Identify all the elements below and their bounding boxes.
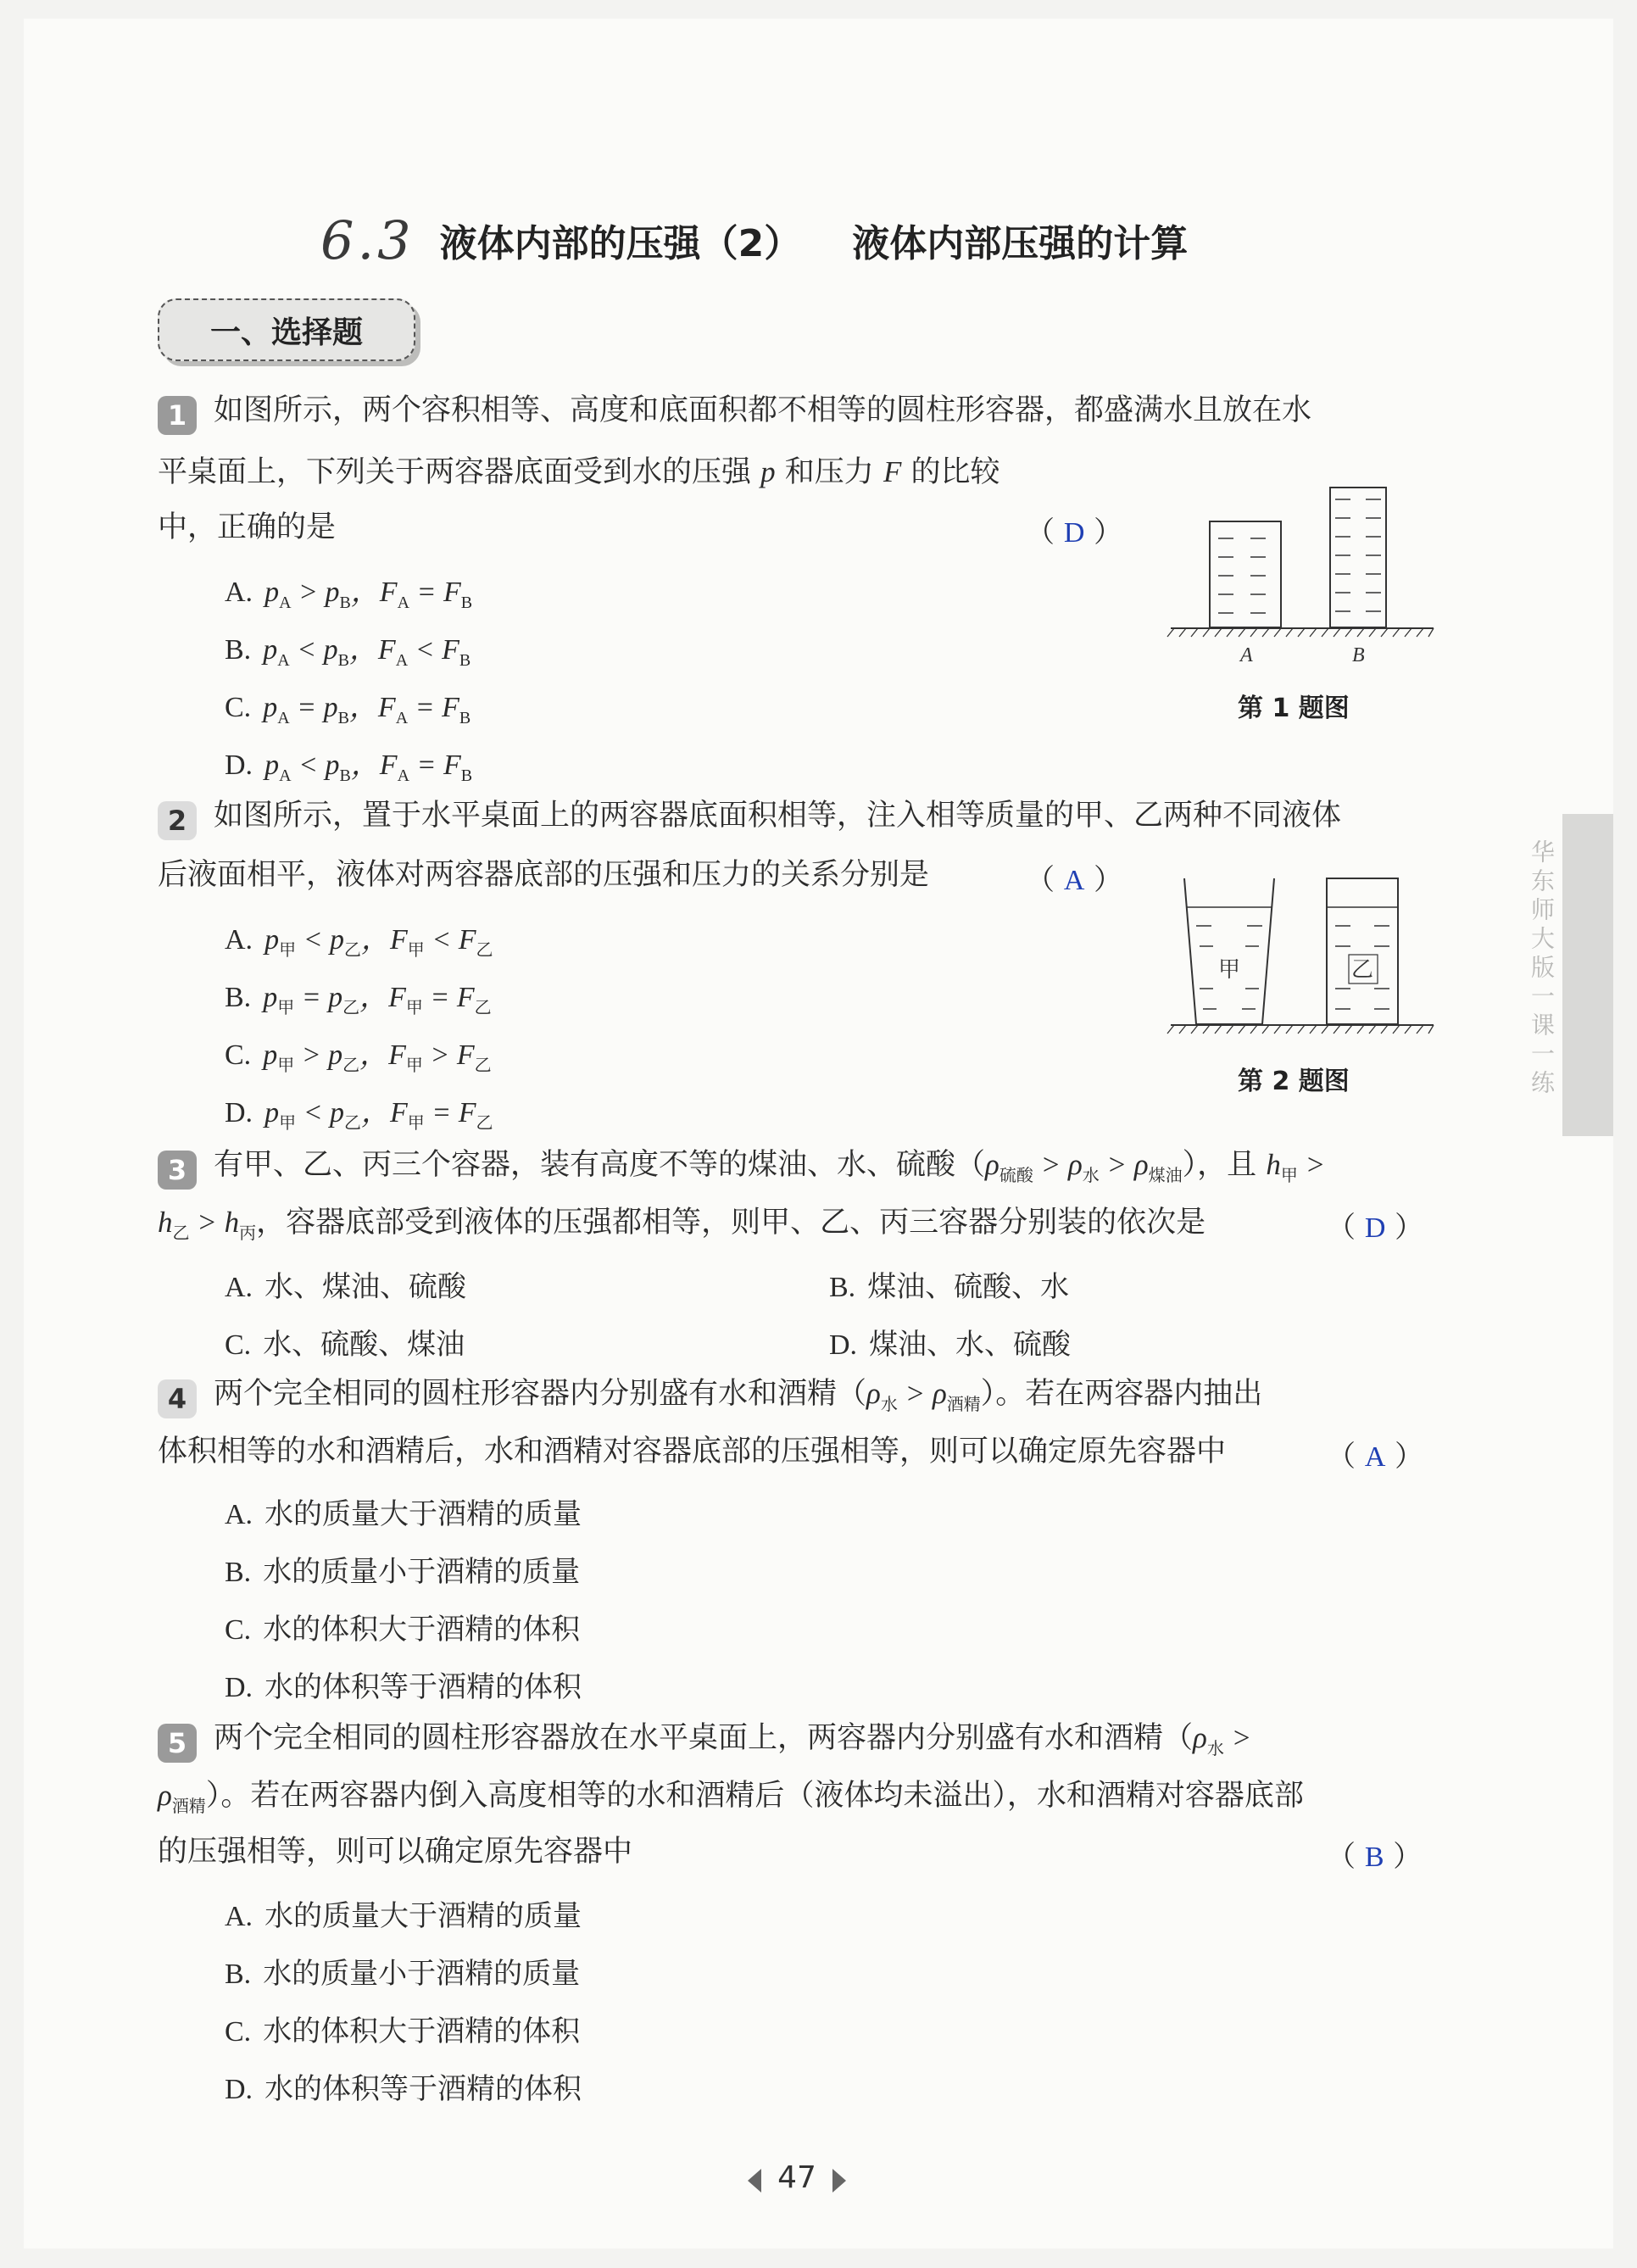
- label-a: A: [1240, 644, 1253, 666]
- q2-option-d: D. $p_甲 < p_乙$，$F_甲 = F_乙$: [225, 1097, 493, 1133]
- label-b: B: [1352, 644, 1365, 666]
- q4-line1: 4 两个完全相同的圆柱形容器内分别盛有水和酒精$(\rho_水 > \rho_{酒精})$。若在两容器内抽出: [158, 1375, 1262, 1424]
- container-yi: [1327, 878, 1398, 1024]
- q5-number: 5: [158, 1724, 197, 1763]
- q1-answer-box: （ D ）: [1026, 515, 1123, 549]
- q5-option-c: C. 水的体积大于酒精的体积: [225, 2014, 581, 2048]
- side-tab: [1562, 814, 1613, 1136]
- q2-answer-box: （ A ）: [1026, 863, 1123, 897]
- section-label: 一、选择题: [158, 298, 415, 361]
- q2-option-c: C. $p_甲 > p_乙$，$F_甲 > F_乙$: [225, 1039, 492, 1075]
- q5-answer-box: （ B ）: [1327, 1840, 1423, 1874]
- q5-option-b: B. 水的质量小于酒精的质量: [225, 1957, 581, 1991]
- q1-option-b: B. $p_A < p_B$，$F_A < F_B$: [225, 634, 471, 670]
- q3-line1: 3 有甲、乙、丙三个容器，装有高度不等的煤油、水、硫酸$(\rho_{硫酸} > \rho_水 > \rho_{煤油})$，且 $h_甲$ >: [158, 1146, 1325, 1195]
- q3-option-b: B. 煤油、硫酸、水: [829, 1270, 1070, 1304]
- q2-caption: 第 2 题图: [1238, 1067, 1350, 1096]
- section-number: 6.3: [320, 209, 415, 271]
- q3-answer-box: （ D ）: [1327, 1211, 1424, 1245]
- q5-option-d: D. 水的体积等于酒精的体积: [225, 2072, 582, 2106]
- q3-option-a: A. 水、煤油、硫酸: [225, 1270, 467, 1304]
- q1-caption: 第 1 题图: [1238, 694, 1350, 723]
- q5-option-a: A. 水的质量大于酒精的质量: [225, 1899, 582, 1933]
- q2-line1: 2 如图所示，置于水平桌面上的两容器底面积相等，注入相等质量的甲、乙两种不同液体: [158, 797, 1341, 840]
- q5-line2: $\rho_{酒精}$）。若在两容器内倒入高度相等的水和酒精后（液体均未溢出），水和酒精对容器底部: [158, 1779, 1304, 1816]
- q1-line2: 平桌面上，下列关于两容器底面受到水的压强 p 和压力 F 的比较: [158, 455, 1000, 489]
- q2-number: 2: [158, 801, 197, 840]
- label-jia: 甲: [1218, 957, 1241, 983]
- title-main: 液体内部的压强（2）: [439, 222, 802, 265]
- next-arrow-icon: [832, 2169, 846, 2193]
- container-jia: [1184, 878, 1274, 1024]
- figure-2: [1166, 873, 1437, 1034]
- container-b: [1330, 488, 1386, 627]
- q4-option-c: C. 水的体积大于酒精的体积: [225, 1613, 581, 1647]
- ground-2: [1167, 1025, 1434, 1034]
- label-yi: 乙: [1351, 957, 1374, 983]
- q1-option-a: A. $p_A > p_B$，$F_A = F_B$: [225, 577, 473, 612]
- q4-answer-box: （ A ）: [1327, 1440, 1424, 1474]
- q5-line1: 5 两个完全相同的圆柱形容器放在水平桌面上，两容器内分别盛有水和酒精（$\rho_水$ >: [158, 1719, 1251, 1768]
- container-a: [1210, 521, 1281, 627]
- q4-option-a: A. 水的质量大于酒精的质量: [225, 1497, 582, 1531]
- q4-number: 4: [158, 1379, 197, 1418]
- q4-option-d: D. 水的体积等于酒精的体积: [225, 1670, 582, 1704]
- page-title: [320, 202, 1188, 278]
- title-sub: 液体内部压强的计算: [852, 222, 1189, 265]
- q3-option-c: C. 水、硫酸、煤油: [225, 1328, 465, 1362]
- q2-option-a: A. $p_甲 < p_乙$，$F_甲 < F_乙$: [225, 924, 493, 960]
- q1-number: 1: [158, 396, 197, 435]
- q2-line2: 后液面相平，液体对两容器底部的压强和压力的关系分别是: [158, 858, 930, 892]
- q5-line3: 的压强相等，则可以确定原先容器中: [158, 1835, 633, 1869]
- q3-number: 3: [158, 1151, 197, 1190]
- q4-option-b: B. 水的质量小于酒精的质量: [225, 1555, 581, 1589]
- page-number: 47: [777, 2160, 816, 2195]
- q2-option-b: B. $p_甲 = p_乙$，$F_甲 = F_乙$: [225, 982, 492, 1017]
- q1-option-d: D. $p_A < p_B$，$F_A = F_B$: [225, 749, 473, 785]
- q1-line1: 1 如图所示，两个容积相等、高度和底面积都不相等的圆柱形容器，都盛满水且放在水: [158, 392, 1311, 435]
- ground-1: [1167, 628, 1434, 637]
- q3-option-d: D. 煤油、水、硫酸: [829, 1328, 1072, 1362]
- q4-line2: 体积相等的水和酒精后，水和酒精对容器底部的压强相等，则可以确定原先容器中: [158, 1435, 1227, 1468]
- side-tab-label: 华东师大版一课一练: [1528, 839, 1556, 1099]
- q3-line2: $h_乙 > h_丙$，容器底部受到液体的压强都相等，则甲、乙、丙三容器分别装的依次是: [158, 1206, 1206, 1243]
- figure-1: [1166, 479, 1437, 674]
- q1-option-c: C. $p_A = p_B$，$F_A = F_B$: [225, 692, 471, 727]
- q1-line3: 中，正确的是: [158, 510, 337, 544]
